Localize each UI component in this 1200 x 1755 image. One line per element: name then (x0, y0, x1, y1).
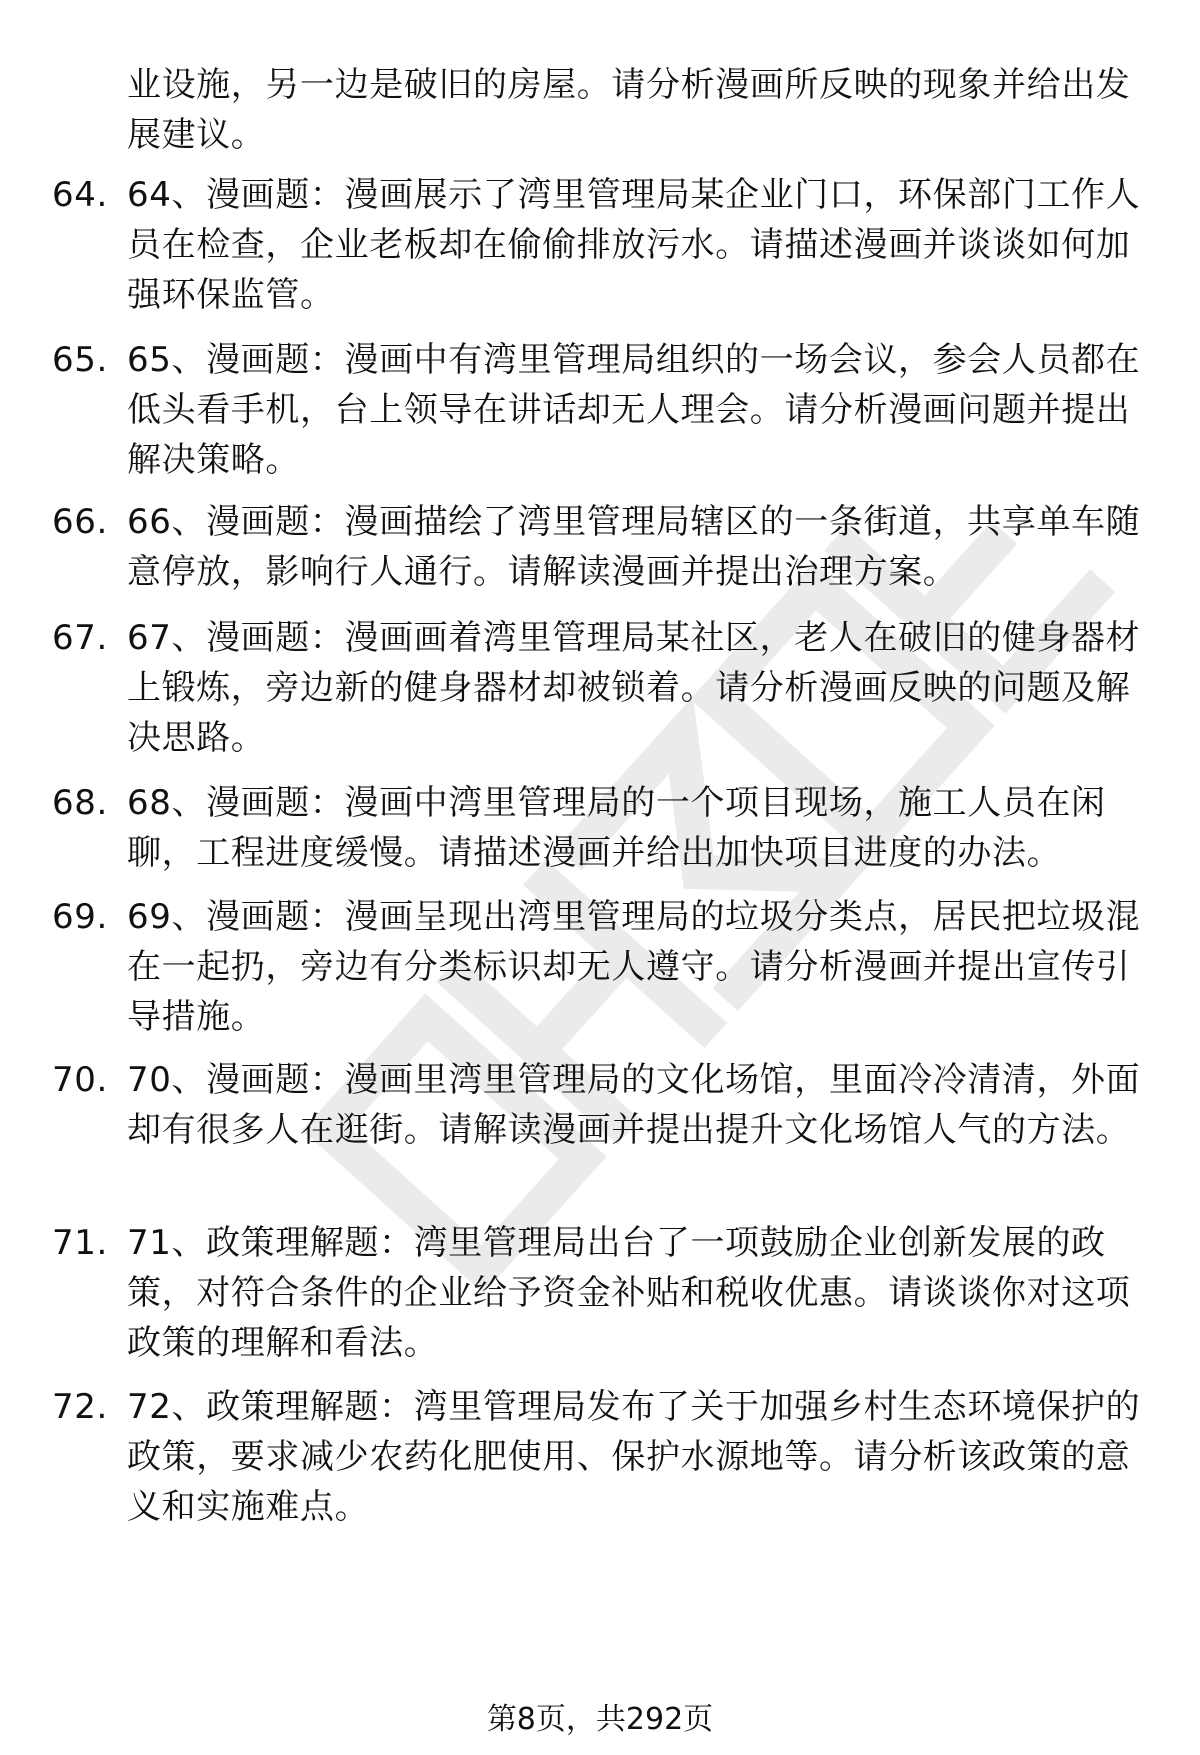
question-text: 66、漫画题：漫画描绘了湾里管理局辖区的一条街道，共享单车随意停放，影响行人通行。请解读漫画并提出治理方案。 (127, 502, 1141, 592)
question-text: 67、漫画题：漫画画着湾里管理局某社区，老人在破旧的健身器材上锻炼，旁边新的健身器材却被锁着。请分析漫画反映的问题及解决思路。 (127, 618, 1141, 758)
question-number: 67. (52, 618, 108, 658)
question-number: 65. (52, 340, 108, 380)
question-item (52, 497, 1152, 597)
question-number: 70. (52, 1060, 108, 1100)
question-item (52, 170, 1152, 320)
question-item (52, 613, 1152, 763)
question-item (52, 335, 1152, 485)
continuation-paragraph: 业设施，另一边是破旧的房屋。请分析漫画所反映的现象并给出发展建议。 (127, 65, 1131, 155)
question-text: 64、漫画题：漫画展示了湾里管理局某企业门口，环保部门工作人员在检查，企业老板却在偷偷排放污水。请描述漫画并谈谈如何加强环保监管。 (127, 175, 1141, 315)
question-number: 72. (52, 1387, 108, 1427)
question-text: 69、漫画题：漫画呈现出湾里管理局的垃圾分类点，居民把垃圾混在一起扔，旁边有分类标识却无人遵守。请分析漫画并提出宣传引导措施。 (127, 897, 1141, 1037)
question-item (52, 1218, 1152, 1368)
question-number: 69. (52, 897, 108, 937)
question-text: 65、漫画题：漫画中有湾里管理局组织的一场会议，参会人员都在低头看手机，台上领导在讲话却无人理会。请分析漫画问题并提出解决策略。 (127, 340, 1141, 480)
question-item (52, 1055, 1152, 1155)
question-text: 68、漫画题：漫画中湾里管理局的一个项目现场，施工人员在闲聊，工程进度缓慢。请描述漫画并给出加快项目进度的办法。 (127, 783, 1106, 873)
question-number: 71. (52, 1223, 108, 1263)
question-text: 71、政策理解题：湾里管理局出台了一项鼓励企业创新发展的政策，对符合条件的企业给予资金补贴和税收优惠。请谈谈你对这项政策的理解和看法。 (127, 1223, 1131, 1363)
question-number: 66. (52, 502, 108, 542)
question-number: 64. (52, 175, 108, 215)
question-item (52, 1382, 1152, 1532)
question-number: 68. (52, 783, 108, 823)
question-item (52, 778, 1152, 878)
page-footer: 第8页，共292页 (486, 1702, 714, 1737)
question-item (52, 892, 1152, 1042)
question-text: 70、漫画题：漫画里湾里管理局的文化场馆，里面冷冷清清，外面却有很多人在逛街。请解读漫画并提出提升文化场馆人气的方法。 (127, 1060, 1141, 1150)
question-text: 72、政策理解题：湾里管理局发布了关于加强乡村生态环境保护的政策，要求减少农药化肥使用、保护水源地等。请分析该政策的意义和实施难点。 (127, 1387, 1141, 1527)
